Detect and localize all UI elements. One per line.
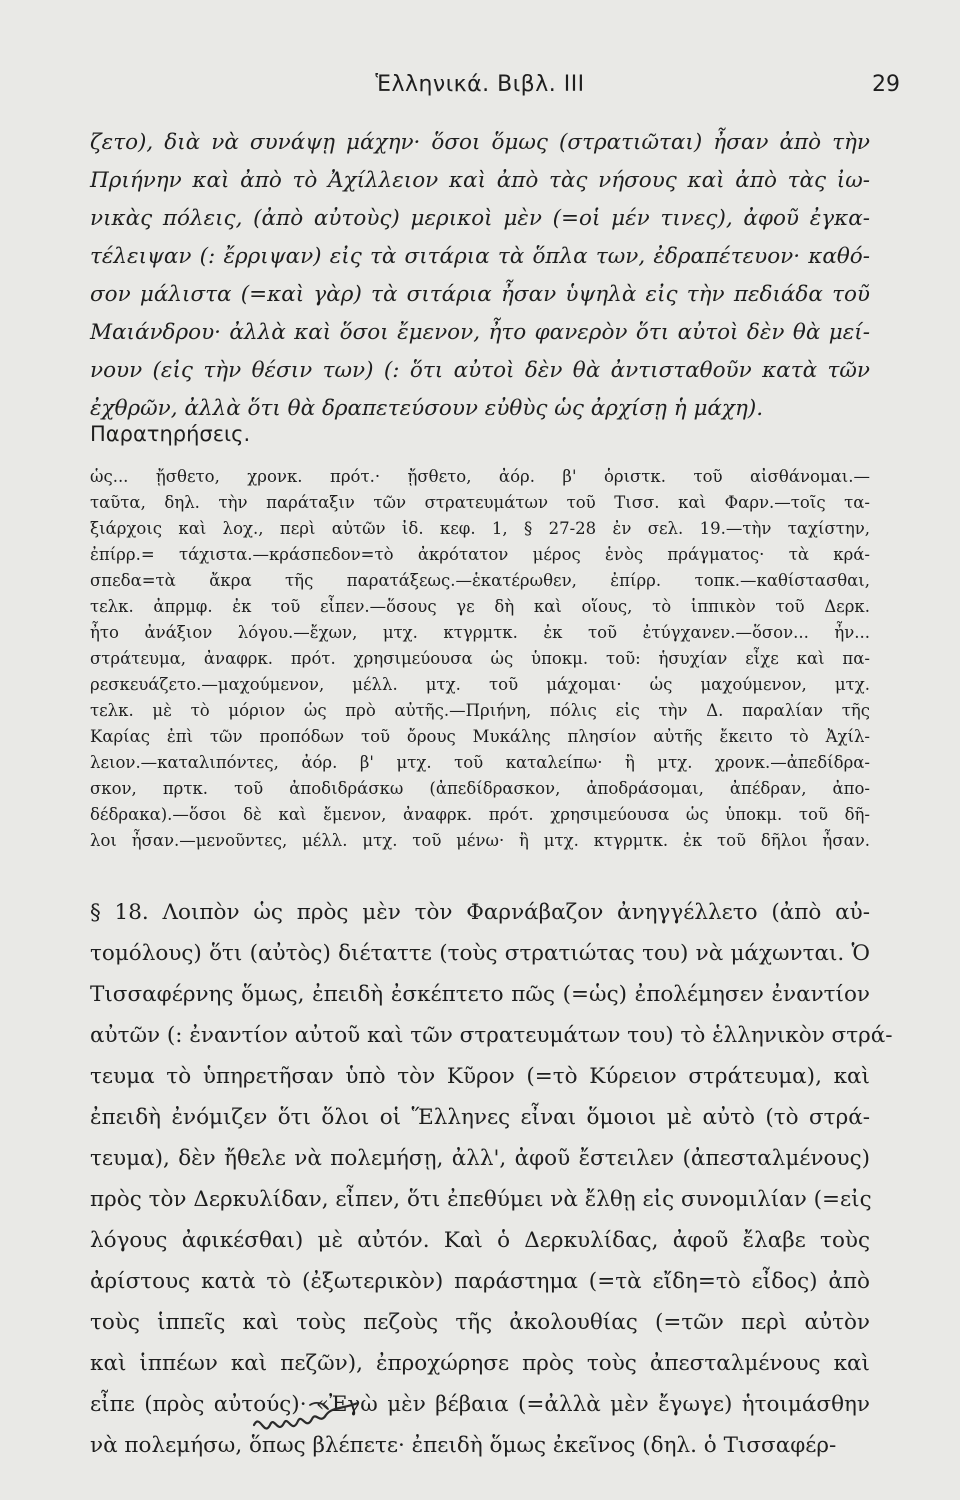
- note-line: λοι ἦσαν.—μενοῦντες, μέλλ. μτχ. τοῦ μένω· ἢ μτχ. κτγρμτκ. ἐκ τοῦ δῆλοι ἦσαν.: [90, 831, 870, 850]
- text-line: νουν (εἰς τὴν θέσιν των) (: ὅτι αὐτοὶ δὲν θὰ ἀντισταθοῦν κατὰ τῶν: [90, 358, 870, 383]
- note-line: σκον, πρτκ. τοῦ ἀποδιδράσκω (ἀπεδίδρασκον, ἀποδράσομαι, ἀπέδραν, ἀπο-: [90, 779, 870, 798]
- note-line: ταῦτα, δηλ. τὴν παράταξιν τῶν στρατευμάτων τοῦ Τισσ. καὶ Φαρν.—τοῖς τα-: [90, 493, 870, 512]
- text-line: σον μάλιστα (=καὶ γὰρ) τὰ σιτάρια ἦσαν ὑψηλὰ εἰς τὴν πεδιάδα τοῦ: [90, 282, 870, 307]
- text-line: ζετο), διὰ νὰ συνάψῃ μάχην· ὅσοι ὅμως (στρατιῶται) ἦσαν ἀπὸ τὴν: [90, 130, 870, 155]
- note-line: δέδρακα).—ὅσοι δὲ καὶ ἔμενον, ἀναφρκ. πρότ. χρησιμεύουσα ὡς ὑποκμ. τοῦ δῆ-: [90, 805, 870, 824]
- handwritten-signature: [250, 1395, 370, 1445]
- text-line: ἐπειδὴ ἐνόμιζεν ὅτι ὅλοι οἱ Ἕλληνες εἶναι ὅμοιοι μὲ αὐτὸ (τὸ στρά-: [90, 1105, 870, 1130]
- text-line: ἀρίστους κατὰ τὸ (ἐξωτερικὸν) παράστημα (=τὰ εἴδη=τὸ εἶδος) ἀπὸ: [90, 1269, 870, 1294]
- text-line: αὐτῶν (: ἐναντίον αὐτοῦ καὶ τῶν στρατευμάτων του) τὸ ἑλληνικὸν στρά-: [90, 1023, 893, 1048]
- note-line: σπεδα=τὰ ἄκρα τῆς παρατάξεως.—ἑκατέρωθεν, ἐπίρρ. τοπκ.—καθίστασθαι,: [90, 571, 870, 590]
- text-line: τοὺς ἱππεῖς καὶ τοὺς πεζοὺς τῆς ἀκολουθίας (=τῶν περὶ αὐτὸν: [90, 1310, 870, 1335]
- note-line: στράτευμα, ἀναφρκ. πρότ. χρησιμεύουσα ὡς ὑποκμ. τοῦ: ἡσυχίαν εἶχε καὶ πα-: [90, 649, 870, 668]
- text-line: εἶπε (πρὸς αὐτούς)· «Ἐγὼ μὲν βέβαια (=ἀλλὰ μὲν ἔγωγε) ἡτοιμάσθην: [90, 1392, 870, 1417]
- text-line: Τισσαφέρνης ὅμως, ἐπειδὴ ἐσκέπτετο πῶς (=ὡς) ἐπολέμησεν ἐναντίον: [90, 982, 870, 1007]
- note-line: ἐπίρρ.= τάχιστα.—κράσπεδον=τὸ ἀκρότατον μέρος ἑνὸς πράγματος· τὰ κρά-: [90, 545, 870, 564]
- note-line: ὡς... ᾔσθετο, χρονκ. πρότ.· ᾔσθετο, ἀόρ. β' ὁριστκ. τοῦ αἰσθάνομαι.—: [90, 467, 870, 486]
- page-number: 29: [872, 72, 900, 97]
- text-line: ἐχθρῶν, ἀλλὰ ὅτι θὰ δραπετεύσουν εὐθὺς ὡς ἀρχίσῃ ἡ μάχη).: [90, 396, 764, 421]
- text-line: νικὰς πόλεις, (ἀπὸ αὐτοὺς) μερικοὶ μὲν (=οἱ μέν τινες), ἀφοῦ ἐγκα-: [90, 206, 870, 231]
- text-line: Πριήνην καὶ ἀπὸ τὸ Ἀχίλλειον καὶ ἀπὸ τὰς νήσους καὶ ἀπὸ τὰς ἰω-: [90, 168, 870, 193]
- text-line: τευμα), δὲν ἤθελε νὰ πολεμήσῃ, ἀλλ', ἀφοῦ ἔστειλεν (ἀπεσταλμένους): [90, 1146, 870, 1171]
- note-line: ρεσκευάζετο.—μαχούμενον, μέλλ. μτχ. τοῦ μάχομαι· ὡς μαχούμενον, μτχ.: [90, 675, 870, 694]
- text-line: τευμα τὸ ὑπηρετῆσαν ὑπὸ τὸν Κῦρον (=τὸ Κύρειον στράτευμα), καὶ: [90, 1064, 870, 1089]
- note-line: ξιάρχοις καὶ λοχ., περὶ αὐτῶν ἰδ. κεφ. 1, § 27-28 ἐν σελ. 19.—τὴν ταχίστην,: [90, 519, 870, 538]
- text-line: νὰ πολεμήσω, ὅπως βλέπετε· ἐπειδὴ ὅμως ἐκεῖνος (δηλ. ὁ Τισσαφέρ-: [90, 1433, 837, 1458]
- text-line: τέλειψαν (: ἔρριψαν) εἰς τὰ σιτάρια τὰ ὅπλα των, ἐδραπέτευον· καθό-: [90, 244, 870, 269]
- text-line: πρὸς τὸν Δερκυλίδαν, εἶπεν, ὅτι ἐπεθύμει νὰ ἔλθῃ εἰς συνομιλίαν (=εἰς: [90, 1187, 872, 1212]
- note-line: Καρίας ἐπὶ τῶν προπόδων τοῦ ὄρους Μυκάλης πλησίον αὐτῆς ἔκειτο τὸ Ἀχίλ-: [90, 727, 870, 746]
- text-line: τομόλους) ὅτι (αὐτὸς) διέταττε (τοὺς στρατιώτας του) νὰ μάχωνται. Ὁ: [90, 941, 870, 966]
- section-18: [90, 892, 893, 1466]
- text-line: Μαιάνδρου· ἀλλὰ καὶ ὅσοι ἔμενον, ἦτο φανερὸν ὅτι αὐτοὶ δὲν θὰ μεί-: [90, 320, 870, 345]
- page-header: [60, 72, 900, 102]
- note-line: τελκ. μὲ τὸ μόριον ὡς πρὸ αὐτῆς.—Πριήνη, πόλις εἰς τὴν Δ. παραλίαν τῆς: [90, 701, 870, 720]
- note-line: ἦτο ἀνάξιον λόγου.—ἔχων, μτχ. κτγρμτκ. ἐκ τοῦ ἐτύγχανεν.—ὅσον... ἦν...: [90, 623, 870, 642]
- note-line: λειον.—καταλιπόντες, ἀόρ. β' μτχ. τοῦ καταλείπω· ἢ μτχ. χρονκ.—ἀπεδίδρα-: [90, 753, 870, 772]
- text-line: λόγους ἀφικέσθαι) μὲ αὐτόν. Καὶ ὁ Δερκυλίδας, ἀφοῦ ἔλαβε τοὺς: [90, 1228, 870, 1253]
- text-line: § 18. Λοιπὸν ὡς πρὸς μὲν τὸν Φαρνάβαζον ἀνηγγέλλετο (ἀπὸ αὐ-: [90, 900, 870, 925]
- main-paragraph: [90, 124, 870, 428]
- text-line: καὶ ἱππέων καὶ πεζῶν), ἐπροχώρησε πρὸς τοὺς ἀπεσταλμένους καὶ: [90, 1351, 870, 1376]
- running-title: Ἑλληνικά. Βιβλ. ΙΙΙ: [375, 72, 585, 97]
- note-line: τελκ. ἀπρμφ. ἐκ τοῦ εἶπεν.—ὅσους γε δὴ καὶ οἵους, τὸ ἱππικὸν τοῦ Δερκ.: [90, 597, 870, 616]
- notes-heading: Παρατηρήσεις.: [90, 422, 251, 446]
- notes-block: [90, 464, 870, 854]
